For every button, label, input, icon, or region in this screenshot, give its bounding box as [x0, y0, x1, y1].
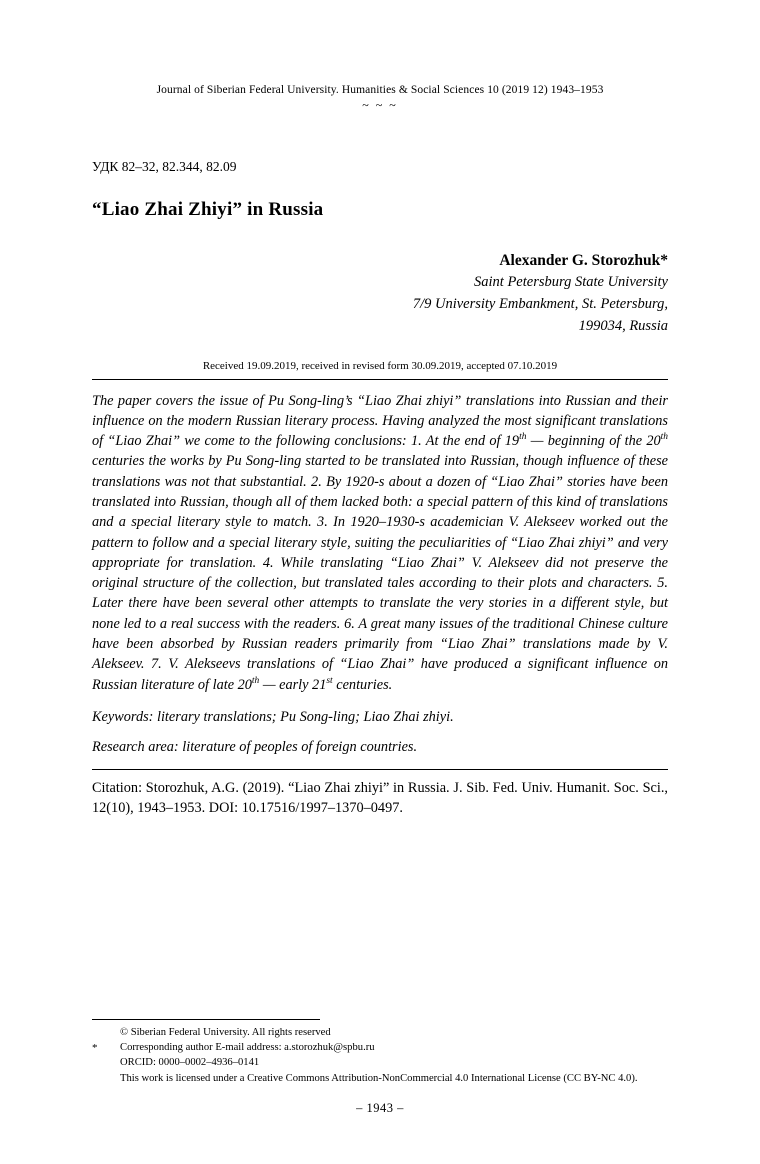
abstract-sup-4: st — [326, 675, 333, 686]
journal-running-head: Journal of Siberian Federal University. Humanities & Social Sciences 10 (2019 12) 1943–1953 — [156, 84, 604, 96]
abstract-text-4: — early 21 — [259, 676, 327, 693]
footnote-rule — [92, 1019, 320, 1020]
footnote-license: This work is licensed under a Creative Commons Attribution-NonCommercial 4.0 International License (CC BY-NC 4.0). — [120, 1072, 638, 1084]
footnote-corresponding — [92, 1040, 668, 1055]
abstract-top-rule — [92, 379, 668, 380]
abstract — [92, 391, 668, 695]
research-area: Research area: literature of peoples of foreign countries. — [92, 738, 418, 755]
abstract-text-2: — beginning of the 20 — [526, 433, 661, 450]
abstract-text-3: centuries the works by Pu Song-ling started to be translated into Russian, though influence of these translations was not that substantial. 2. By 1920-s about a dozen of “Liao Zhai” stories have been translated into Russian, though all of them lacked both: a special pattern of this kind of translations and a special literary style to match. 3. In 1920–1930-s academician V. Alekseev worked out the pattern to follow and a special literary style, suiting the peculiarities of “Liao Zhai zhiyi” and very appropriate for translation. 4. While translating “Liao Zhai” V. Alekseev did not preserve the original structure of the collection, but translated tales according to their plots and characters. 5. Later there have been several other attempts to translate the very stories in a different style, but none led to a real success with the readers. 6. A great many issues of the traditional Chinese culture have been absorbed by Russian readers primarily from “Liao Zhai” translations made by V. Alekseev. 7. V. Alekseevs translations of “Liao Zhai” have produced a significant influence on Russian literature of late 20 — [92, 453, 668, 693]
abstract-sup-3: th — [251, 675, 260, 686]
abstract-text-1: The paper covers the issue of Pu Song-ling’s “Liao Zhai zhiyi” translations into Russian and their influence on the modern Russian literary process. Having analyzed the most significant translations of “Liao Zhai” we come to the following conclusions: 1. At the end of 19 — [92, 392, 668, 450]
abstract-sup-2: th — [660, 432, 668, 443]
affiliation-line-1: Saint Petersburg State University — [474, 274, 668, 291]
citation-top-rule — [92, 769, 668, 770]
page-number: – 1943 – — [356, 1101, 404, 1115]
abstract-text-5: centuries. — [332, 676, 393, 693]
footnote-corresponding-text[interactable]: Corresponding author E-mail address: a.storozhuk@spbu.ru — [120, 1041, 375, 1053]
affiliation-line-3: 199034, Russia — [578, 317, 668, 334]
udc-code: УДК 82–32, 82.344, 82.09 — [92, 159, 237, 174]
citation: Citation: Storozhuk, A.G. (2019). “Liao Zhai zhiyi” in Russia. J. Sib. Fed. Univ. Humanit. Soc. Sci., 12(10), 1943–1953. DOI: 10.17516/1997–1370–0497. — [92, 779, 668, 817]
received-dates: Received 19.09.2019, received in revised form 30.09.2019, accepted 07.10.2019 — [202, 359, 558, 372]
footnote-orcid: ORCID: 0000–0002–4936–0141 — [120, 1057, 260, 1069]
affiliation-line-2: 7/9 University Embankment, St. Petersburg, — [412, 296, 668, 312]
author-block — [92, 249, 668, 338]
author-name: Alexander G. Storozhuk* — [499, 252, 668, 269]
footnote-marker: * — [92, 1041, 98, 1054]
keywords: Keywords: literary translations; Pu Song-ling; Liao Zhai zhiyi. — [92, 708, 454, 725]
page — [0, 84, 760, 1164]
page-title: “Liao Zhai Zhiyi” in Russia — [92, 199, 324, 220]
abstract-sup-1: th — [519, 432, 527, 443]
footnote-copyright: © Siberian Federal University. All rights reserved — [120, 1026, 331, 1038]
footnotes — [92, 1019, 668, 1086]
ornament-divider: ~ ~ ~ — [362, 98, 398, 112]
